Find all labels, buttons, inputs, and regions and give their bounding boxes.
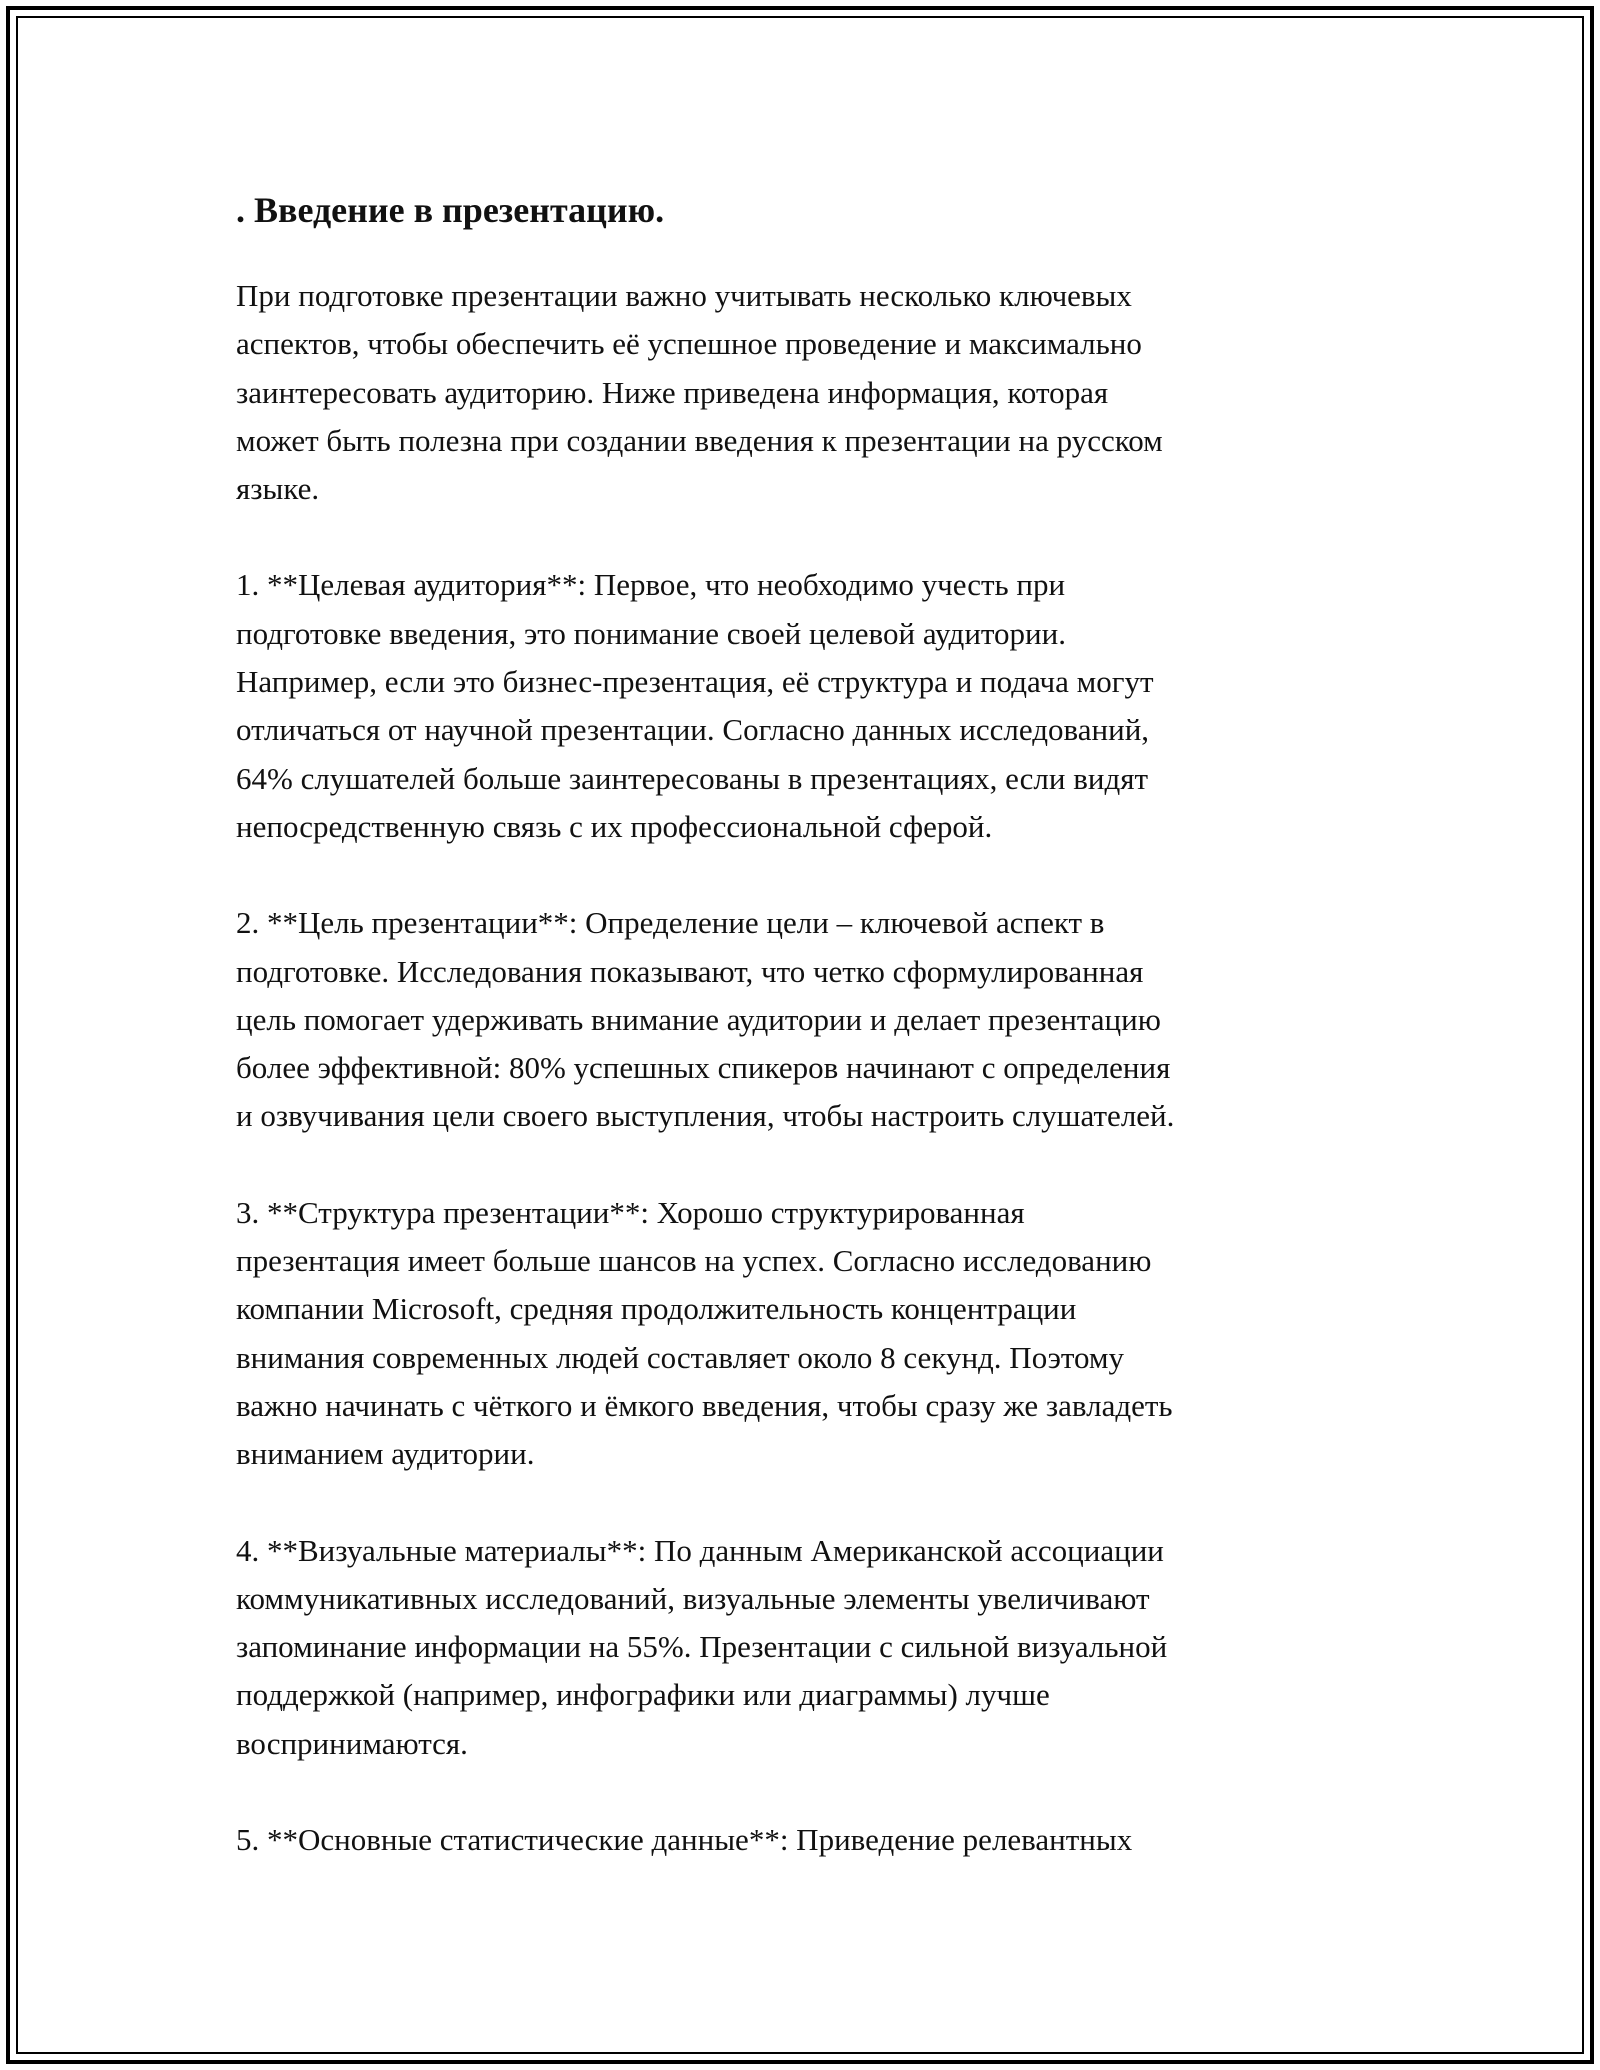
- paragraph-visual-materials: 4. **Визуальные материалы**: По данным Американской ассоциации коммуникативных исследований, визуальные элементы увеличивают запоминание информации на 55%. Презентации с сильной визуальной поддержкой (например, инфографики или диаграммы) лучше воспринимаются.: [236, 1532, 1168, 1761]
- paragraph-presentation-goal: 2. **Цель презентации**: Определение цели – ключевой аспект в подготовке. Исследования показывают, что четко сформулированная цель помогает удерживать внимание аудитории и делает презентацию более эффективной: 80% успешных спикеров начинают с определения и озвучивания цели своего выступления, чтобы настроить слушателей.: [236, 905, 1175, 1134]
- paragraph-statistics: 5. **Основные статистические данные**: Приведение релевантных: [236, 1822, 1133, 1858]
- page-title: . Введение в презентацию.: [236, 190, 665, 230]
- document-body: [236, 186, 1366, 1912]
- paragraph-target-audience: 1. **Целевая аудитория**: Первое, что необходимо учесть при подготовке введения, это понимание своей целевой аудитории. Например, если это бизнес-презентация, её структура и подача могут отличаться от научной презентации. Согласно данных исследований, 64% слушателей больше заинтересованы в презентациях, если видят непосредственную связь с их профессиональной сферой.: [236, 567, 1154, 844]
- paragraph-presentation-structure: 3. **Структура презентации**: Хорошо структурированная презентация имеет больше шансов на успех. Согласно исследованию компании Microsoft, средняя продолжительность концентрации внимания современных людей составляет около 8 секунд. Поэтому важно начинать с чёткого и ёмкого введения, чтобы сразу же завладеть вниманием аудитории.: [236, 1194, 1173, 1472]
- paragraph-intro: При подготовке презентации важно учитывать несколько ключевых аспектов, чтобы обеспечить её успешное проведение и максимально заинтересовать аудиторию. Ниже приведена информация, которая может быть полезна при создании введения к презентации на русском языке.: [236, 278, 1163, 507]
